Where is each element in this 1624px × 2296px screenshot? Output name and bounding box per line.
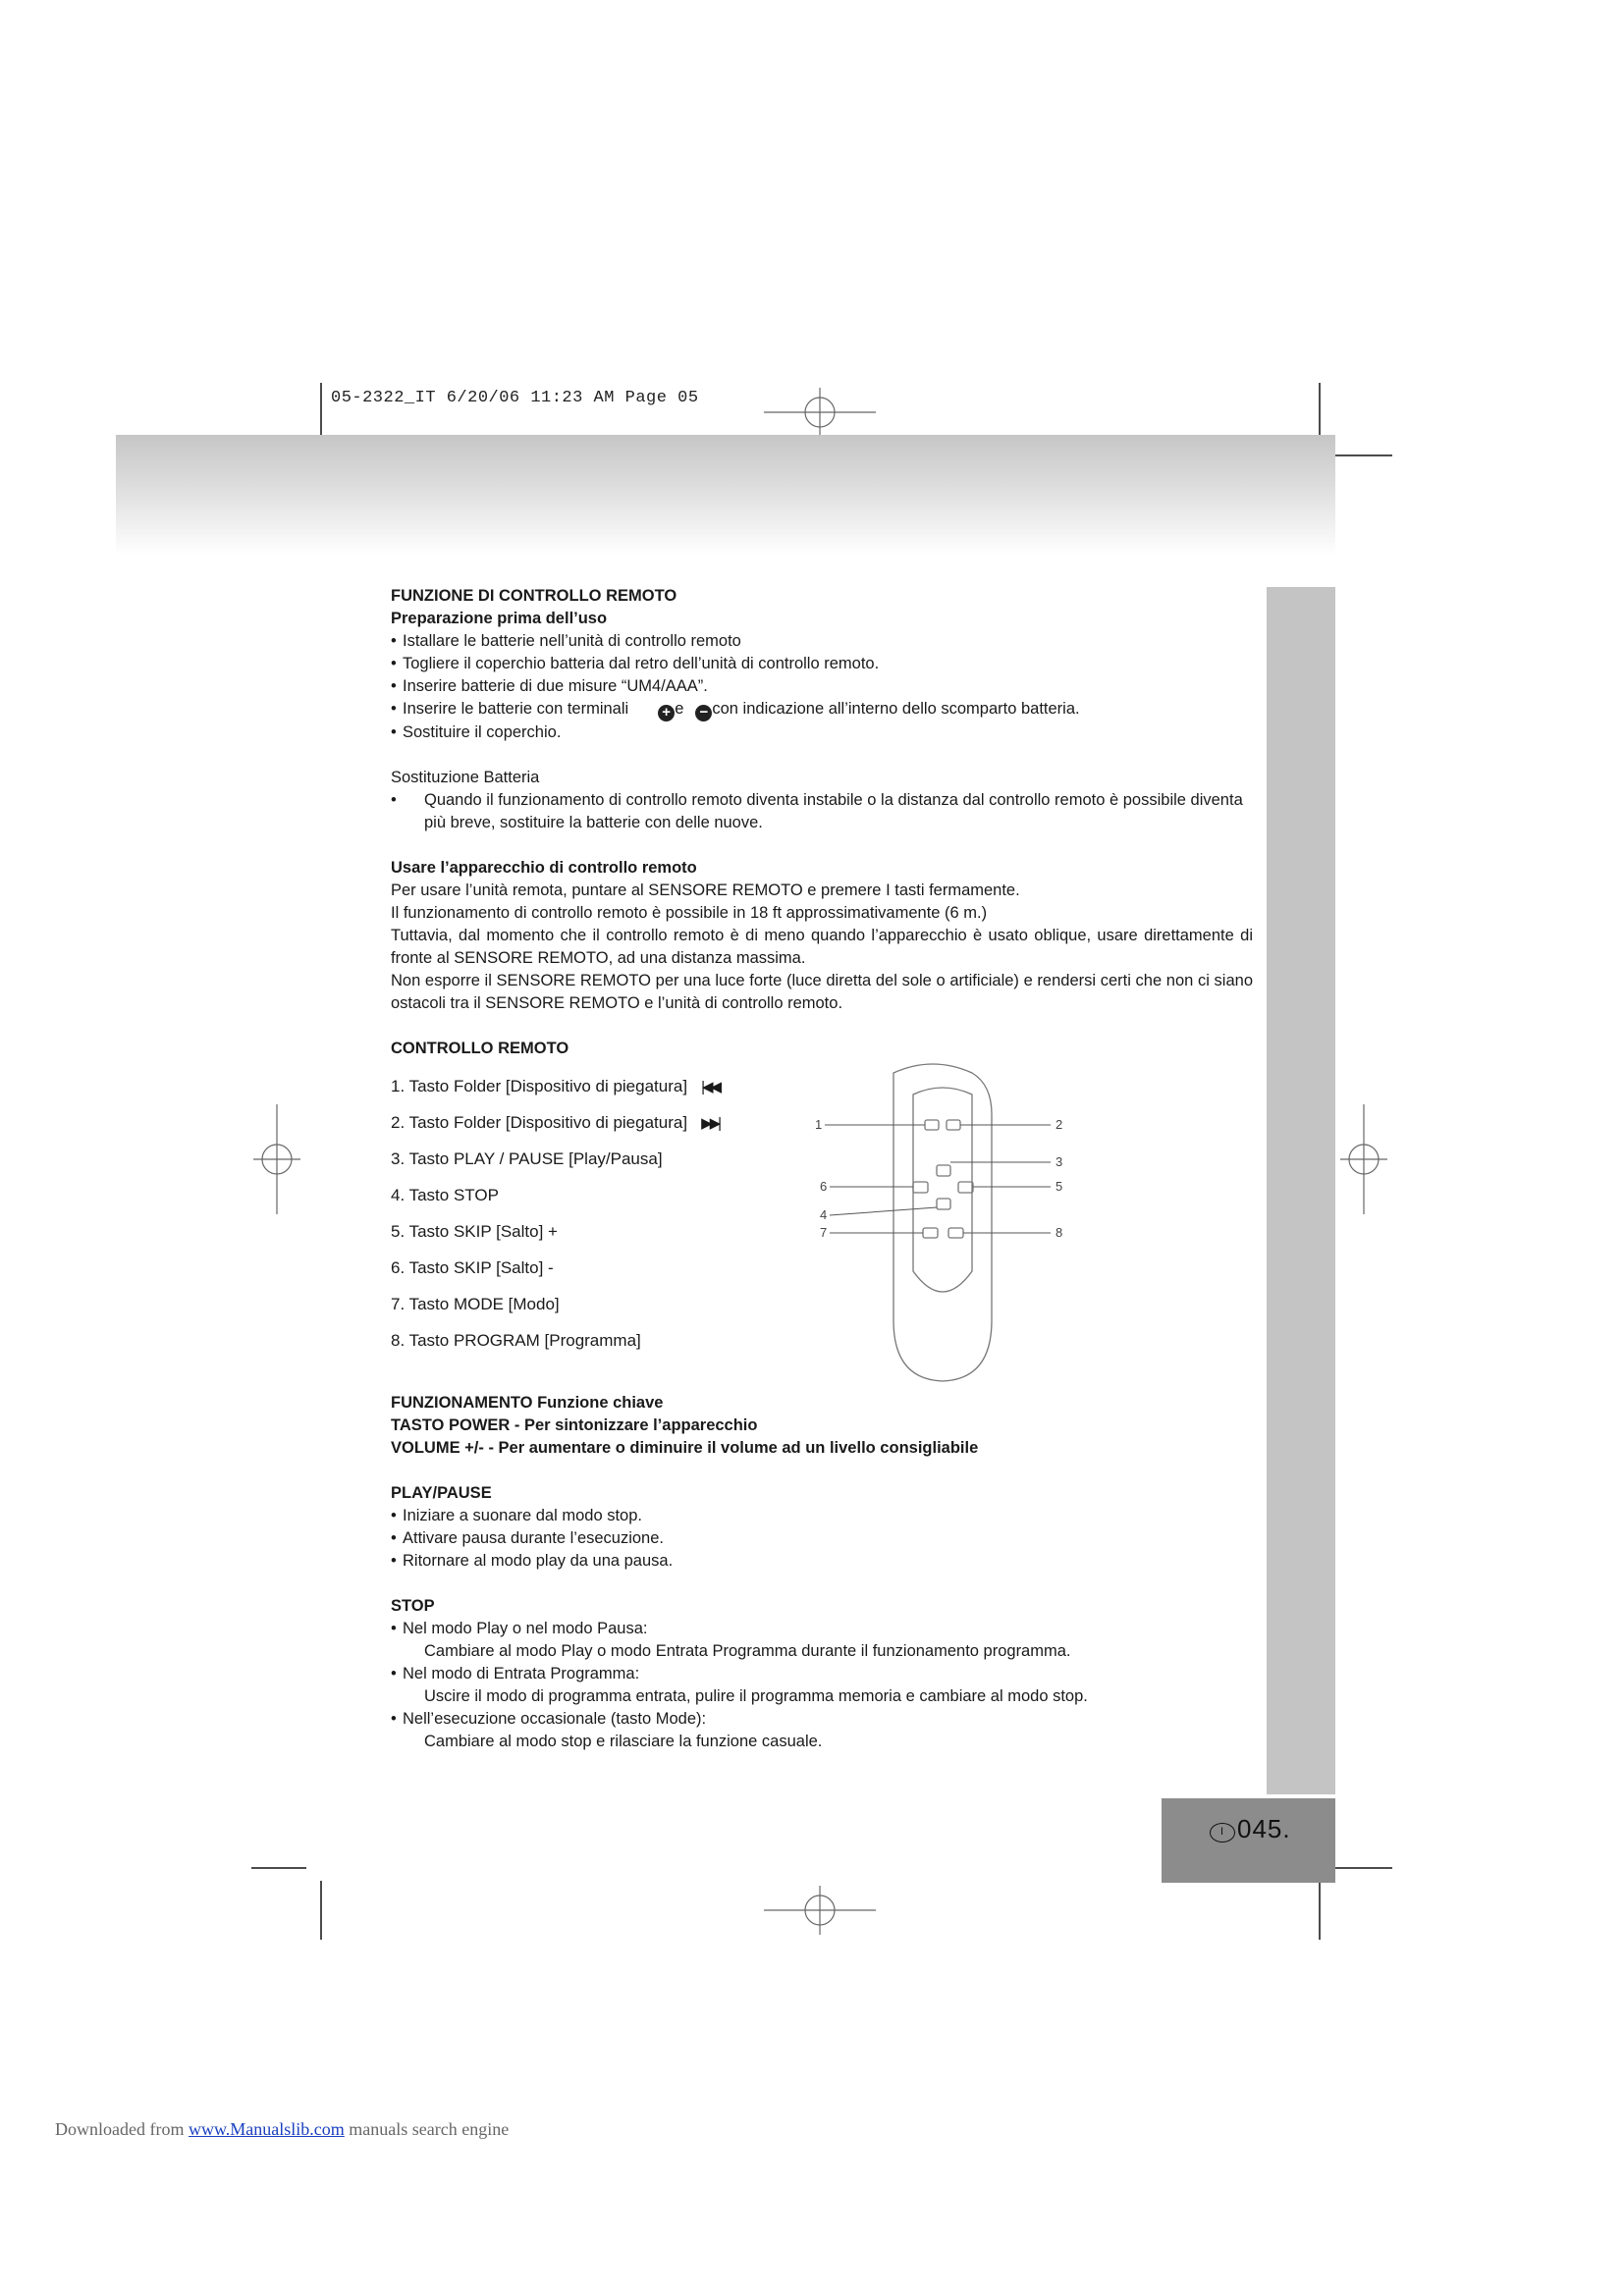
paragraph: Per usare l’unità remota, puntare al SENSORE REMOTO e premere I tasti fermamente. — [391, 881, 1020, 899]
list-item: • Inserire batterie di due misure “UM4/AAA”. — [391, 675, 1253, 698]
diagram-label: 7 — [820, 1225, 828, 1240]
minus-terminal-icon: − — [695, 705, 712, 721]
section-title: STOP — [391, 1597, 435, 1615]
skip-forward-icon: ▶▶| — [701, 1114, 720, 1132]
list-item: 8. Tasto PROGRAM [Programma] — [391, 1330, 641, 1350]
main-content — [391, 585, 1253, 1060]
section-title: Sostituzione Batteria — [391, 769, 540, 786]
page-number: I 045. — [1210, 1814, 1291, 1844]
diagram-label: 1 — [815, 1117, 823, 1132]
list-item: • Istallare le batterie nell’unità di controllo remoto — [391, 630, 1253, 653]
section-subtitle: Preparazione prima dell’uso — [391, 610, 608, 627]
manualslib-link[interactable]: www.Manualslib.com — [188, 2119, 345, 2139]
list-item: • Nel modo Play o nel modo Pausa: — [391, 1618, 1253, 1640]
power-key-line: TASTO POWER - Per sintonizzare l’apparecchio — [391, 1416, 758, 1434]
list-item: 6. Tasto SKIP [Salto] - — [391, 1257, 554, 1277]
sub-item: Uscire il modo di programma entrata, pulire il programma memoria e cambiare al modo stop. — [424, 1687, 1088, 1705]
bullet-list — [391, 1505, 1253, 1573]
list-item: 7. Tasto MODE [Modo] — [391, 1294, 560, 1313]
sub-item: Cambiare al modo stop e rilasciare la funzione casuale. — [424, 1733, 823, 1750]
bullet-list — [391, 1618, 1253, 1753]
print-slug: 05-2322_IT 6/20/06 11:23 AM Page 05 — [331, 389, 699, 407]
list-item: • Inserire le batterie con terminali + e − con indicazione all’interno dello scomparto batteria. — [391, 698, 1253, 721]
remote-control-diagram — [815, 1055, 1080, 1389]
list-item: • Iniziare a suonare dal modo stop. — [391, 1505, 1253, 1527]
paragraph: Non esporre il SENSORE REMOTO per una luce forte (luce diretta del sole o artificiale) e rendersi certi che non ci siano ostacoli tra il SENSORE REMOTO e l’unità di controllo remoto. — [391, 972, 1253, 1012]
list-item: 2. Tasto Folder [Dispositivo di piegatura] ▶▶| — [391, 1112, 720, 1132]
remote-buttons-list — [391, 1068, 719, 1359]
section-title: FUNZIONE DI CONTROLLO REMOTO — [391, 587, 677, 605]
list-item: 1. Tasto Folder [Dispositivo di piegatura] |◀◀ — [391, 1076, 720, 1095]
language-marker: I — [1210, 1823, 1235, 1842]
lower-content — [391, 1392, 1253, 1753]
paragraph: Tuttavia, dal momento che il controllo remoto è di meno quando l’apparecchio è usato oblique, usare direttamente di fronte al SENSORE REMOTO, ad una distanza massima. — [391, 927, 1253, 967]
paragraph: Il funzionamento di controllo remoto è possibile in 18 ft approssimativamente (6 m.) — [391, 904, 988, 922]
remote-inner-panel — [913, 1088, 972, 1292]
list-item: • Ritornare al modo play da una pausa. — [391, 1550, 1253, 1573]
list-item: 3. Tasto PLAY / PAUSE [Play/Pausa] — [391, 1148, 663, 1168]
list-item: • Togliere il coperchio batteria dal retro dell’unità di controllo remoto. — [391, 653, 1253, 675]
plus-terminal-icon: + — [658, 705, 675, 721]
list-item: • Sostituire il coperchio. — [391, 721, 1253, 744]
volume-key-line: VOLUME +/- - Per aumentare o diminuire il volume ad un livello consigliabile — [391, 1439, 979, 1457]
diagram-label: 2 — [1056, 1117, 1063, 1132]
list-item: • Nell’esecuzione occasionale (tasto Mode): — [391, 1708, 1253, 1731]
sub-item: Cambiare al modo Play o modo Entrata Programma durante il funzionamento programma. — [424, 1642, 1071, 1660]
diagram-label: 6 — [820, 1179, 828, 1194]
list-item: • Nel modo di Entrata Programma: — [391, 1663, 1253, 1685]
diagram-label: 4 — [820, 1207, 828, 1222]
diagram-label: 3 — [1056, 1154, 1063, 1169]
list-item: • Attivare pausa durante l’esecuzione. — [391, 1527, 1253, 1550]
download-footer: Downloaded from www.Manualslib.com manuals search engine — [55, 2119, 510, 2139]
list-item: 5. Tasto SKIP [Salto] + — [391, 1221, 558, 1241]
section-title: Usare l’apparecchio di controllo remoto — [391, 859, 697, 877]
bullet-list — [391, 630, 1253, 744]
side-bar — [1267, 587, 1335, 1794]
skip-back-icon: |◀◀ — [701, 1078, 720, 1095]
section-title: CONTROLLO REMOTO — [391, 1040, 569, 1057]
list-item: 4. Tasto STOP — [391, 1185, 499, 1204]
remote-outline — [893, 1064, 992, 1381]
header-band — [116, 435, 1335, 555]
section-title: PLAY/PAUSE — [391, 1484, 492, 1502]
key-function-title: FUNZIONAMENTO Funzione chiave — [391, 1394, 664, 1412]
list-item: • Quando il funzionamento di controllo remoto diventa instabile o la distanza dal controllo remoto è possibile diventa più breve, sostituire la batterie con delle nuove. — [391, 791, 1243, 831]
diagram-label: 8 — [1056, 1225, 1063, 1240]
diagram-label: 5 — [1056, 1179, 1063, 1194]
